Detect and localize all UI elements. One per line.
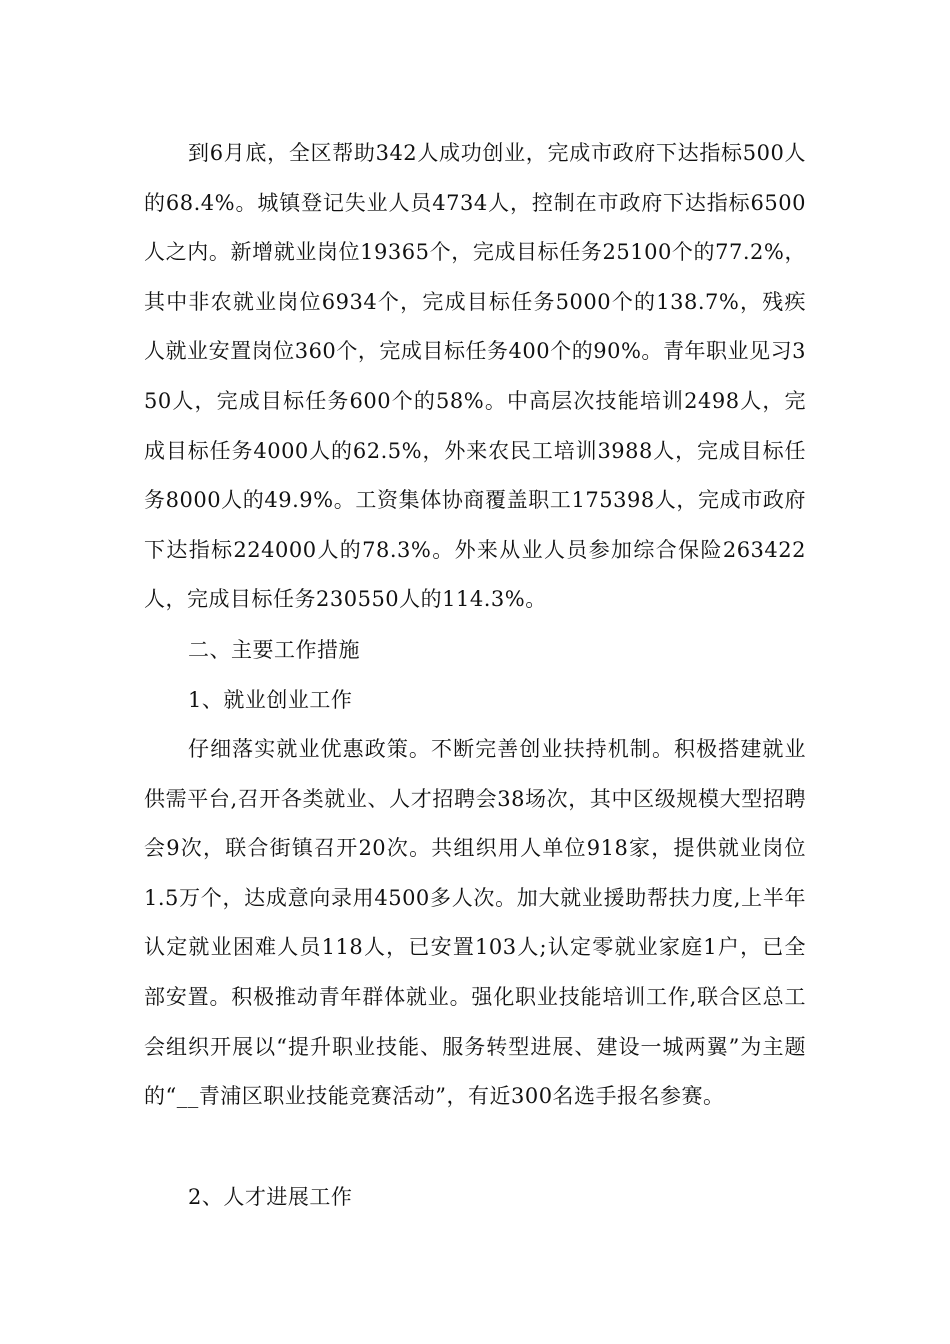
section-heading-main-measures: 二、主要工作措施 — [188, 638, 360, 662]
paragraph-employment-statistics: 到6月底，全区帮助342人成功创业，完成市政府下达指标500人的68.4%。城镇登记失业人员4734人，控制在市政府下达指标6500人之内。新增就业岗位19365个，完成目标任务25100个的77.2%，其中非农就业岗位6934个，完成目标任务5000个的138.7%，残疾人就业安置岗位360个，完成目标任务400个的90%。青年职业见习350人，完成目标任务600个的58%。中高层次技能培训2498人，完成目标任务4000人的62.5%，外来农民工培训3988人，完成目标任务8000人的49.9%。工资集体协商覆盖职工175398人，完成市政府下达指标224000人的78.3%。外来从业人员参加综合保险263422人，完成目标任务230550人的114.3%。 — [144, 141, 806, 612]
subsection-heading-talent: 2、人才进展工作 — [188, 1185, 353, 1209]
subsection-heading-employment: 1、就业创业工作 — [188, 688, 353, 712]
paragraph-employment-work: 仔细落实就业优惠政策。不断完善创业扶持机制。积极搭建就业供需平台,召开各类就业、人才招聘会38场次，其中区级规模大型招聘会9次，联合街镇召开20次。共组织用人单位918家，提供就业岗位1.5万个，达成意向录用4500多人次。加大就业援助帮扶力度,上半年认定就业困难人员118人，已安置103人;认定零就业家庭1户，已全部安置。积极推动青年群体就业。强化职业技能培训工作,联合区总工会组织开展以“提升职业技能、服务转型进展、建设一城两翼”为主题的“__青浦区职业技能竞赛活动”，有近300名选手报名参赛。 — [144, 737, 806, 1109]
